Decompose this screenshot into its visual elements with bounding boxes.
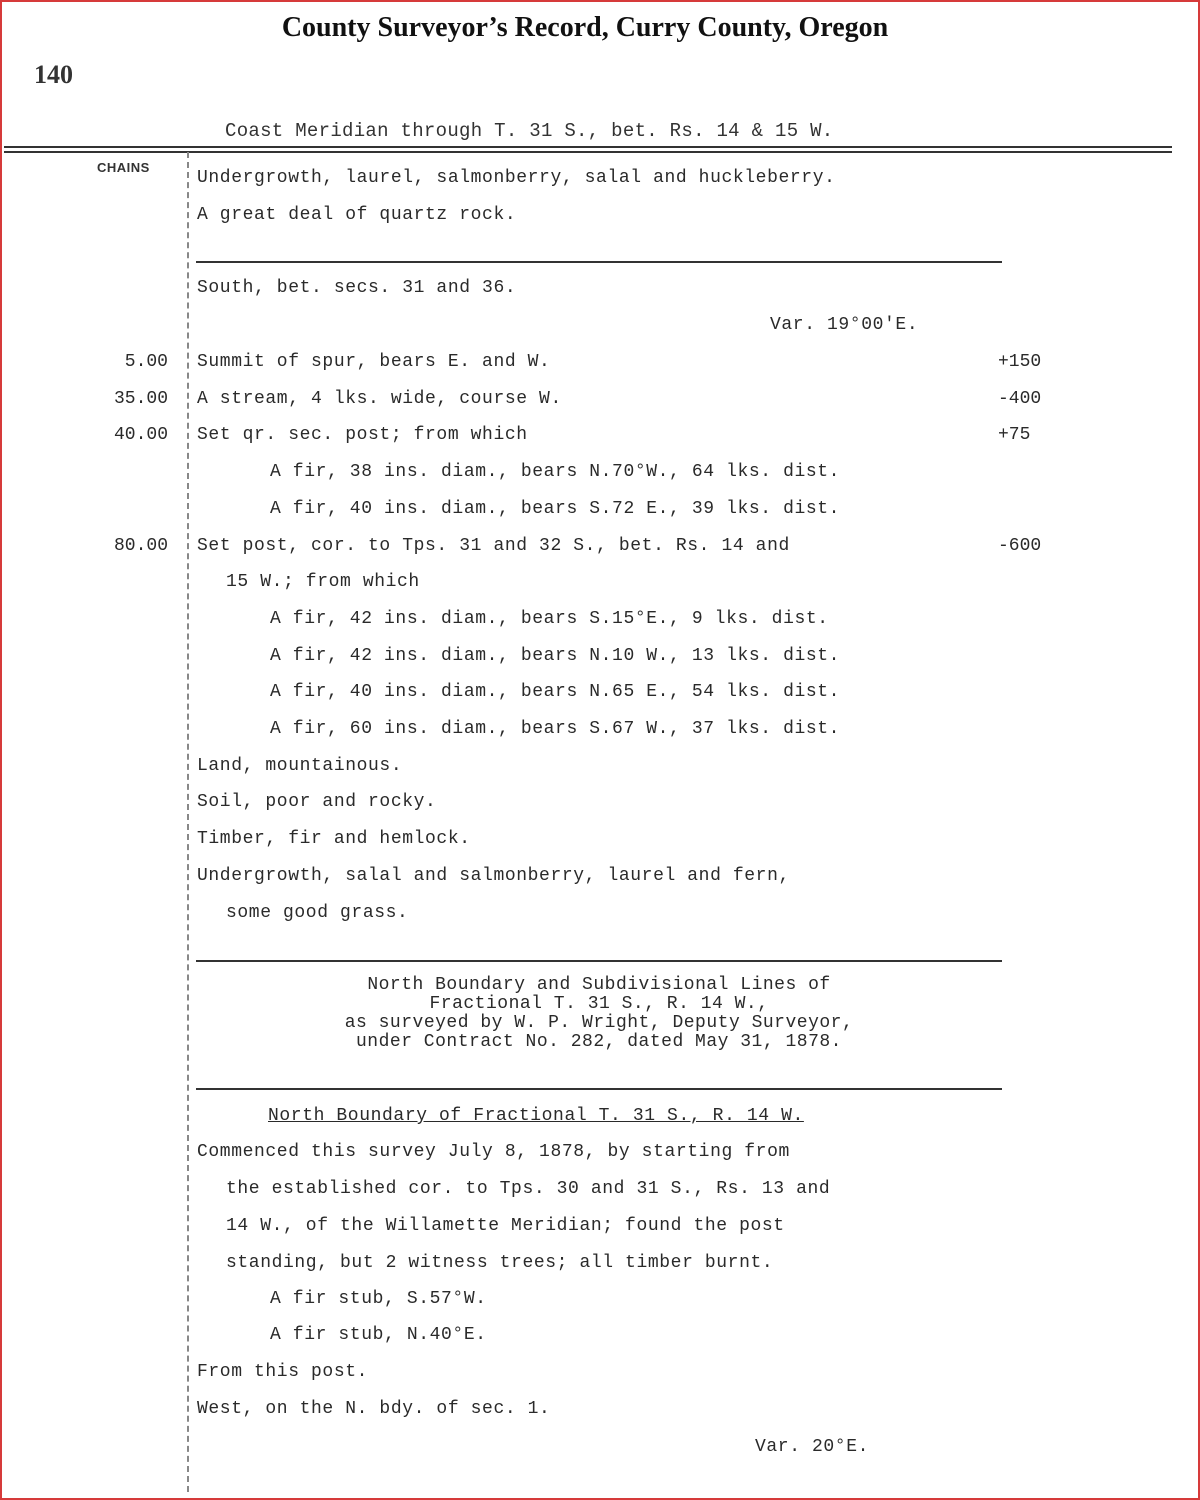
chain-value: 80.00 — [113, 536, 168, 556]
record-line: Undergrowth, laurel, salmonberry, salal and huckleberry. — [197, 168, 836, 188]
section-subheader: Coast Meridian through T. 31 S., bet. Rs. 14 & 15 W. — [225, 120, 834, 142]
record-line: Set post, cor. to Tps. 31 and 32 S., bet. Rs. 14 and — [197, 536, 790, 556]
header-rule-top — [4, 146, 1172, 148]
survey-caption — [196, 976, 1002, 1052]
record-line: the established cor. to Tps. 30 and 31 S., Rs. 13 and — [226, 1179, 831, 1199]
page-number: 140 — [34, 60, 73, 89]
elevation-value: +75 — [998, 425, 1031, 445]
chains-column-divider — [187, 152, 189, 1492]
witness-tree-line: A fir, 42 ins. diam., bears S.15°E., 9 lks. dist. — [270, 609, 829, 629]
section-divider — [196, 261, 1002, 263]
record-line: Set qr. sec. post; from which — [197, 425, 528, 445]
caption-line: under Contract No. 282, dated May 31, 1878. — [356, 1032, 842, 1052]
chains-column-label: CHAINS — [97, 160, 150, 175]
record-line: standing, but 2 witness trees; all timber burnt. — [226, 1253, 774, 1273]
record-line: Land, mountainous. — [197, 756, 403, 776]
caption-line: Fractional T. 31 S., R. 14 W., — [429, 994, 769, 1014]
variation-line: Var. 19°00'E. — [770, 315, 919, 335]
witness-tree-line: A fir stub, N.40°E. — [270, 1325, 487, 1345]
record-line: South, bet. secs. 31 and 36. — [197, 278, 517, 298]
record-line: From this post. — [197, 1362, 369, 1382]
record-line: 15 W.; from which — [226, 572, 420, 592]
page-title: County Surveyor’s Record, Curry County, Oregon — [281, 12, 889, 43]
record-line: A great deal of quartz rock. — [197, 205, 517, 225]
record-line: Timber, fir and hemlock. — [197, 829, 471, 849]
variation-line: Var. 20°E. — [755, 1437, 870, 1457]
elevation-value: -600 — [998, 536, 1042, 556]
witness-tree-line: A fir, 38 ins. diam., bears N.70°W., 64 lks. dist. — [270, 462, 841, 482]
record-line: 14 W., of the Willamette Meridian; found the post — [226, 1216, 785, 1236]
record-line: Summit of spur, bears E. and W. — [197, 352, 551, 372]
header-rule-bottom — [4, 151, 1172, 153]
caption-line: North Boundary and Subdivisional Lines of — [367, 975, 831, 995]
elevation-value: +150 — [998, 352, 1042, 372]
chain-value: 40.00 — [113, 425, 168, 445]
witness-tree-line: A fir stub, S.57°W. — [270, 1289, 487, 1309]
record-line: Undergrowth, salal and salmonberry, laurel and fern, — [197, 866, 790, 886]
record-line: Commenced this survey July 8, 1878, by starting from — [197, 1142, 790, 1162]
caption-line: as surveyed by W. P. Wright, Deputy Surveyor, — [344, 1013, 854, 1033]
record-line: West, on the N. bdy. of sec. 1. — [197, 1399, 551, 1419]
witness-tree-line: A fir, 40 ins. diam., bears S.72 E., 39 lks. dist. — [270, 499, 841, 519]
record-line: some good grass. — [226, 903, 409, 923]
section-title: North Boundary of Fractional T. 31 S., R. 14 W. — [268, 1106, 804, 1126]
witness-tree-line: A fir, 40 ins. diam., bears N.65 E., 54 lks. dist. — [270, 682, 841, 702]
section-divider — [196, 960, 1002, 962]
witness-tree-line: A fir, 60 ins. diam., bears S.67 W., 37 lks. dist. — [270, 719, 841, 739]
record-line: Soil, poor and rocky. — [197, 792, 437, 812]
chain-value: 5.00 — [124, 352, 168, 372]
record-line: A stream, 4 lks. wide, course W. — [197, 389, 562, 409]
witness-tree-line: A fir, 42 ins. diam., bears N.10 W., 13 lks. dist. — [270, 646, 841, 666]
section-divider — [196, 1088, 1002, 1090]
elevation-value: -400 — [998, 389, 1042, 409]
chain-value: 35.00 — [113, 389, 168, 409]
